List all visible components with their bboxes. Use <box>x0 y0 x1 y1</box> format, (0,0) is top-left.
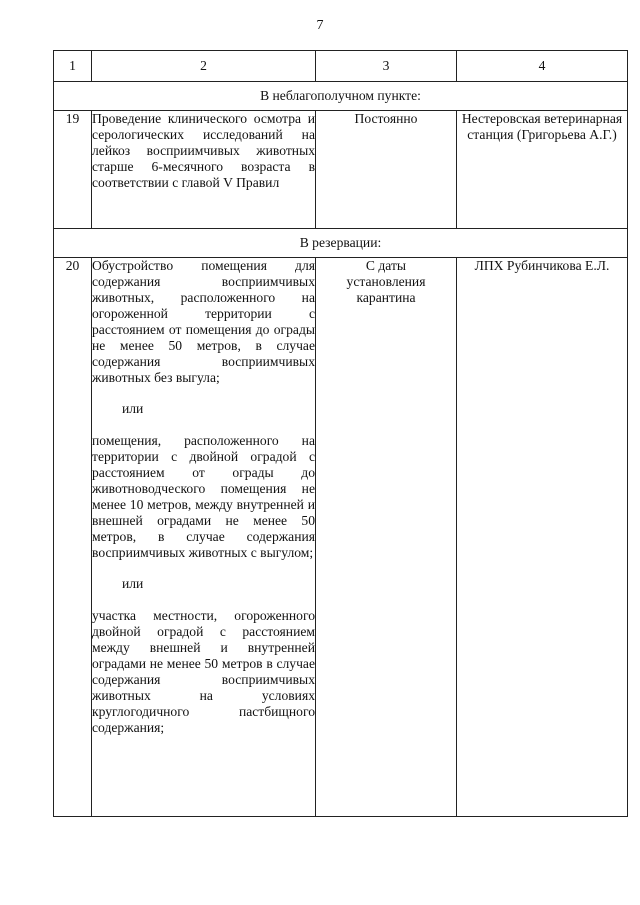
measure-term <box>316 258 457 817</box>
responsible-text: Нестеровская ветеринарная станция (Григорьева А.Г.) <box>461 111 623 142</box>
measure-paragraph-3: участка местности, огороженного двойной оградой с расстоянием между внешней и внутренней оградами не менее 50 метров в случае содержания восприимчивых животных на условиях круглогодичного пастбищного содержания; <box>92 608 315 735</box>
measure-paragraph-1: Обустройство помещения для содержания восприимчивых животных, расположенного на огороженной территории с расстоянием от помещения до ограды не менее 50 метров, в случае содержания восприимчивых животных без выгула; <box>92 258 315 385</box>
or-separator-2: или <box>122 576 144 591</box>
term-text: Постоянно <box>354 111 418 126</box>
header-cell-1: 1 <box>54 51 92 82</box>
measure-paragraph-2: помещения, расположенного на территории с двойной оградой с расстоянием от ограды до животноводческого помещения не менее 10 метров, между внутренней и внешней оградами не менее 50 метров, в случае содержания восприимчивых животных с выгулом; <box>92 433 315 560</box>
row-number: 20 <box>54 258 92 817</box>
or-separator-1: или <box>122 401 144 416</box>
header-cell-2: 2 <box>92 51 316 82</box>
measure-description <box>92 258 316 817</box>
measure-responsible <box>457 258 628 817</box>
table-row <box>54 111 628 229</box>
section-row <box>54 229 628 258</box>
table-row <box>54 258 628 817</box>
responsible-text: ЛПХ Рубинчикова Е.Л. <box>474 258 610 273</box>
table-header-row <box>54 51 628 82</box>
header-cell-3: 3 <box>316 51 457 82</box>
measure-term <box>316 111 457 229</box>
header-cell-4: 4 <box>457 51 628 82</box>
measure-responsible <box>457 111 628 229</box>
term-text: С даты установления карантина <box>346 258 426 305</box>
section-title-reservation: В резервации: <box>54 229 628 258</box>
measure-description <box>92 111 316 229</box>
section-row <box>54 82 628 111</box>
page-number: 7 <box>316 18 324 33</box>
measure-text: Проведение клинического осмотра и серологических исследований на лейкоз восприимчивых животных старше 6-месячного возраста в соответствии с главой V Правил <box>92 111 315 190</box>
row-number: 19 <box>54 111 92 229</box>
measures-table <box>53 50 628 817</box>
section-title-unfavorable-point: В неблагополучном пункте: <box>54 82 628 111</box>
